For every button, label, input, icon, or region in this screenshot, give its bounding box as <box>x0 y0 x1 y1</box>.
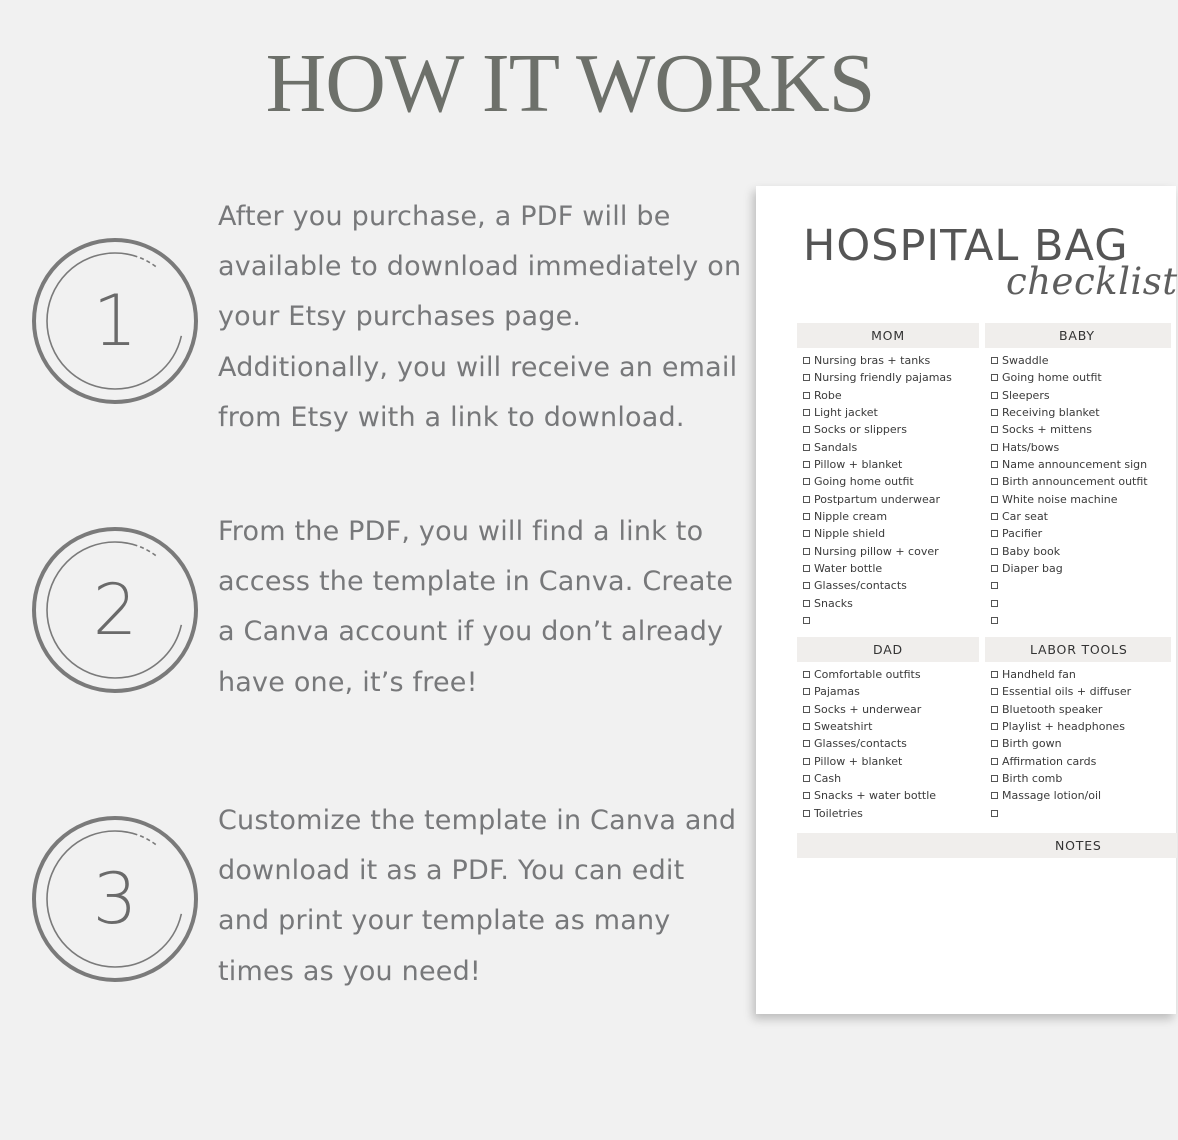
checklist-item-label: Essential oils + diffuser <box>1002 685 1132 699</box>
checklist-item <box>797 473 982 490</box>
checklist-item <box>797 753 982 770</box>
checkbox-icon <box>991 530 998 537</box>
checkbox-icon <box>803 688 810 695</box>
checklist-item <box>797 595 982 612</box>
step-1-badge <box>31 237 199 405</box>
section-header-notes: NOTES <box>797 833 1177 858</box>
checklist-item <box>797 735 982 752</box>
page-title: HOW IT WORKS <box>265 37 875 130</box>
step-2-line: a Canva account if you don’t already <box>218 616 724 648</box>
checkbox-icon <box>803 617 810 624</box>
checklist-item <box>797 508 982 525</box>
checkbox-icon <box>991 671 998 678</box>
checklist-item-label: Water bottle <box>814 562 883 576</box>
step-1-line: After you purchase, a PDF will be <box>218 201 671 232</box>
step-2-line: have one, it’s free! <box>218 666 478 698</box>
checklist-item-label: Robe <box>814 388 842 402</box>
checklist-item-label: Snacks <box>814 596 853 610</box>
checklist-item-label: Nursing friendly pajamas <box>814 371 952 385</box>
checklist-item-label: Nipple cream <box>814 510 888 524</box>
checklist-item <box>985 787 1175 804</box>
labor-tools-list <box>985 666 1175 822</box>
checklist-item <box>985 577 1175 594</box>
checklist-item <box>985 491 1175 508</box>
checkbox-icon <box>991 357 998 364</box>
step-3-text <box>218 796 738 997</box>
checkbox-icon <box>803 740 810 747</box>
step-3-line: times as you need! <box>218 955 481 987</box>
checkbox-icon <box>991 409 998 416</box>
checklist-item <box>985 718 1175 735</box>
checkbox-icon <box>803 565 810 572</box>
checklist-item <box>985 421 1175 438</box>
checklist-item <box>797 543 982 560</box>
step-3-line: Customize the template in Canva and <box>218 805 737 836</box>
checklist-item-label: Sleepers <box>1002 388 1050 402</box>
checklist-item <box>797 718 982 735</box>
checkbox-icon <box>803 426 810 433</box>
step-1-line: your Etsy purchases page. <box>218 301 582 333</box>
checklist-item-label: Postpartum underwear <box>814 492 941 506</box>
checklist-item <box>985 404 1175 421</box>
checklist-item-label: Toiletries <box>814 806 863 820</box>
checklist-item <box>985 753 1175 770</box>
step-3-badge <box>31 815 199 983</box>
checkbox-icon <box>803 758 810 765</box>
checklist-script-subtitle: checklist <box>1006 260 1178 303</box>
checklist-item <box>797 683 982 700</box>
checklist-item <box>797 404 982 421</box>
checklist-item-label: Pajamas <box>814 685 860 699</box>
checklist-title: HOSPITAL BAG <box>803 221 1129 271</box>
checkbox-icon <box>803 530 810 537</box>
checkbox-icon <box>803 444 810 451</box>
checklist-item <box>985 770 1175 787</box>
checklist-item <box>985 683 1175 700</box>
section-header-mom: MOM <box>797 323 979 348</box>
checkbox-icon <box>803 357 810 364</box>
checkbox-icon <box>803 600 810 607</box>
checkbox-icon <box>991 444 998 451</box>
checklist-item-label: Birth comb <box>1002 772 1063 786</box>
checklist-item-label: Cash <box>814 772 842 786</box>
checklist-item-label: Light jacket <box>814 406 878 420</box>
checklist-item-label: Glasses/contacts <box>814 579 907 593</box>
step-2-line: From the PDF, you will find a link to <box>218 516 704 547</box>
checklist-item-label: Playlist + headphones <box>1002 720 1125 734</box>
checkbox-icon <box>991 758 998 765</box>
checklist-item <box>797 805 982 822</box>
checkbox-icon <box>803 392 810 399</box>
checklist-item-label: Glasses/contacts <box>814 737 907 751</box>
checklist-item <box>985 352 1175 369</box>
checklist-item-label: Nursing bras + tanks <box>814 354 931 367</box>
checklist-item <box>797 369 982 386</box>
checklist-item-label: Handheld fan <box>1002 668 1076 681</box>
checklist-item <box>985 543 1175 560</box>
baby-list <box>985 352 1175 630</box>
checkbox-icon <box>991 461 998 468</box>
step-1-line: from Etsy with a link to download. <box>218 401 685 433</box>
checklist-item-label: Massage lotion/oil <box>1002 789 1102 803</box>
checklist-item <box>797 439 982 456</box>
checkbox-icon <box>803 409 810 416</box>
checklist-item-label: Comfortable outfits <box>814 668 921 681</box>
checklist-item-label: Name announcement sign <box>1002 458 1148 472</box>
checklist-item <box>797 577 982 594</box>
checklist-item <box>985 508 1175 525</box>
checkbox-icon <box>991 600 998 607</box>
checkbox-icon <box>991 775 998 782</box>
checklist-item <box>797 787 982 804</box>
checkbox-icon <box>803 374 810 381</box>
checklist-item <box>985 439 1175 456</box>
checklist-item <box>985 387 1175 404</box>
checkbox-icon <box>803 548 810 555</box>
checkbox-icon <box>803 810 810 817</box>
checkbox-icon <box>803 582 810 589</box>
checklist-item <box>985 369 1175 386</box>
checklist-item <box>797 387 982 404</box>
step-1-line: Additionally, you will receive an email <box>218 351 738 383</box>
checklist-item <box>985 701 1175 718</box>
checklist-item-label: Hats/bows <box>1002 440 1060 454</box>
step-2-text <box>218 507 738 708</box>
checkbox-icon <box>991 478 998 485</box>
checkbox-icon <box>803 775 810 782</box>
checklist-preview <box>756 186 1176 1014</box>
checklist-item-label: Affirmation cards <box>1002 754 1097 768</box>
step-2-line: access the template in Canva. Create <box>218 566 734 598</box>
checklist-item-label: Diaper bag <box>1002 562 1063 576</box>
checklist-item-label: Socks + mittens <box>1002 423 1092 437</box>
checkbox-icon <box>991 565 998 572</box>
step-3-line: download it as a PDF. You can edit <box>218 855 685 887</box>
checklist-item <box>797 560 982 577</box>
checkbox-icon <box>991 392 998 399</box>
section-header-dad: DAD <box>797 637 979 662</box>
checkbox-icon <box>803 461 810 468</box>
checklist-item-label: Socks + underwear <box>814 702 922 716</box>
checklist-item-label: Pillow + blanket <box>814 754 903 768</box>
checklist-item <box>797 525 982 542</box>
checklist-item <box>797 491 982 508</box>
checklist-item <box>797 666 982 683</box>
checklist-item <box>797 421 982 438</box>
checklist-item <box>797 701 982 718</box>
checklist-item-label: Going home outfit <box>814 475 914 489</box>
checklist-item-label: Birth announcement outfit <box>1002 475 1148 489</box>
checklist-item-label: Birth gown <box>1002 737 1062 751</box>
checkbox-icon <box>803 513 810 520</box>
checklist-item <box>797 352 982 369</box>
checklist-item-label: White noise machine <box>1002 492 1118 506</box>
checkbox-icon <box>803 706 810 713</box>
checklist-item-label: Receiving blanket <box>1002 406 1100 420</box>
checklist-item-label: Snacks + water bottle <box>814 789 937 803</box>
section-header-labor-tools: LABOR TOOLS <box>985 637 1171 662</box>
step-1-text <box>218 192 742 443</box>
checklist-item <box>797 456 982 473</box>
checklist-item <box>985 666 1175 683</box>
checkbox-icon <box>803 723 810 730</box>
checkbox-icon <box>803 792 810 799</box>
checklist-item-label: Car seat <box>1002 510 1048 524</box>
step-1-number: 1 <box>92 280 138 362</box>
section-header-baby: BABY <box>985 323 1171 348</box>
step-2-number: 2 <box>92 569 138 651</box>
checklist-item <box>985 735 1175 752</box>
checkbox-icon <box>991 810 998 817</box>
checkbox-icon <box>803 478 810 485</box>
checklist-item <box>797 612 982 629</box>
checkbox-icon <box>991 688 998 695</box>
checkbox-icon <box>991 426 998 433</box>
step-3-number: 3 <box>92 858 138 940</box>
checkbox-icon <box>803 496 810 503</box>
checkbox-icon <box>991 582 998 589</box>
checklist-item <box>985 525 1175 542</box>
checklist-item-label: Pacifier <box>1002 527 1043 541</box>
checklist-item <box>985 473 1175 490</box>
checkbox-icon <box>991 792 998 799</box>
checklist-item <box>985 595 1175 612</box>
checkbox-icon <box>991 617 998 624</box>
checklist-item-label: Sandals <box>814 440 858 454</box>
checkbox-icon <box>803 671 810 678</box>
checklist-item <box>985 456 1175 473</box>
checklist-item <box>985 560 1175 577</box>
checkbox-icon <box>991 496 998 503</box>
step-1-line: available to download immediately on <box>218 251 742 283</box>
checklist-item-label: Pillow + blanket <box>814 458 903 472</box>
checkbox-icon <box>991 706 998 713</box>
checklist-item <box>797 770 982 787</box>
checkbox-icon <box>991 723 998 730</box>
checklist-item-label: Swaddle <box>1002 354 1049 367</box>
checklist-item-label: Baby book <box>1002 544 1061 558</box>
dad-list <box>797 666 982 822</box>
checkbox-icon <box>991 548 998 555</box>
checklist-item <box>985 612 1175 629</box>
checklist-item-label: Nipple shield <box>814 527 886 541</box>
mom-list <box>797 352 982 630</box>
checkbox-icon <box>991 513 998 520</box>
checklist-item <box>985 805 1175 822</box>
step-3-line: and print your template as many <box>218 905 671 937</box>
checkbox-icon <box>991 374 998 381</box>
checklist-item-label: Bluetooth speaker <box>1002 702 1103 716</box>
step-2-badge <box>31 526 199 694</box>
checklist-item-label: Sweatshirt <box>814 720 873 734</box>
checklist-item-label: Nursing pillow + cover <box>814 544 939 558</box>
checkbox-icon <box>991 740 998 747</box>
checklist-item-label: Socks or slippers <box>814 423 907 437</box>
checklist-item-label: Going home outfit <box>1002 371 1102 385</box>
